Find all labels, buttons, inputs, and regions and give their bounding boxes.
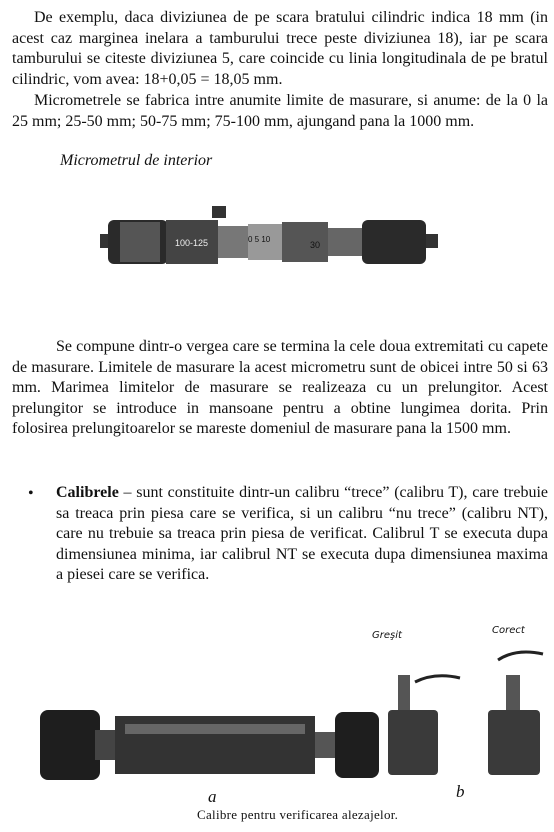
bullet-icon: • — [28, 485, 34, 502]
wrong-label: Greşit — [372, 630, 402, 641]
paragraph-reading-example: De exemplu, daca diviziunea de pe scara bratului cilindric indica 18 mm (in acest caz marginea inelara a tamburului trece peste diviziunea 18), iar pe scara tamburului se citeste diviziunea 5, care coincide cu linia longitudinala de pe bratul cilindric, vom avea: 18+0,05 = 18,05 mm. — [12, 9, 548, 88]
figure-label-a: a — [208, 787, 217, 806]
drum-label: 30 — [310, 240, 321, 250]
bullet-title: Calibrele — [56, 484, 119, 501]
interior-micrometer-image — [100, 198, 440, 280]
scale-label: 0 5 10 — [248, 235, 271, 244]
bullet-text: – sunt constituite dintr-un calibru “trece” (calibru T), care trebuie sa treaca prin piesa care se verifica, si un calibru “nu trece” (calibru NT), care nu trebuie sa treaca prin piesa de verificat. Calibrul T se executa dupa dimensiunea minima, iar calibrul NT se executa dupa dimensiunea maxima a piesei care se verifica. — [56, 484, 548, 583]
figure-label-b: b — [456, 782, 465, 801]
paragraph-ranges: Micrometrele se fabrica intre anumite limite de masurare, si anume: de la 0 la 25 mm; 25-50 mm; 50-75 mm; 75-100 mm, ajungand pana la 1000 mm. — [12, 92, 548, 130]
figure-caption: Calibre pentru verificarea alezajelor. — [197, 807, 399, 822]
section-heading-interior-micrometer: Micrometrul de interior — [60, 152, 213, 169]
correct-label: Corect — [492, 625, 525, 636]
range-label: 100-125 — [175, 238, 209, 248]
paragraph-calibers — [56, 483, 548, 586]
caliber-figure — [20, 620, 550, 810]
paragraph-description: Se compune dintr-o vergea care se termina la cele doua extremitati cu capete de masurare. Limitele de masurare la acest micrometru sunt de obicei intre 50 si 63 mm. Marimea limitelor de masurare se realizeaza cu un prelungitor. Acest prelungitor se introduce in mansoane pentru a obtine lungimea dorita. Prin folosirea prelungitoarelor se mareste domeniul de masurare pana la 1500 mm. — [12, 338, 548, 437]
